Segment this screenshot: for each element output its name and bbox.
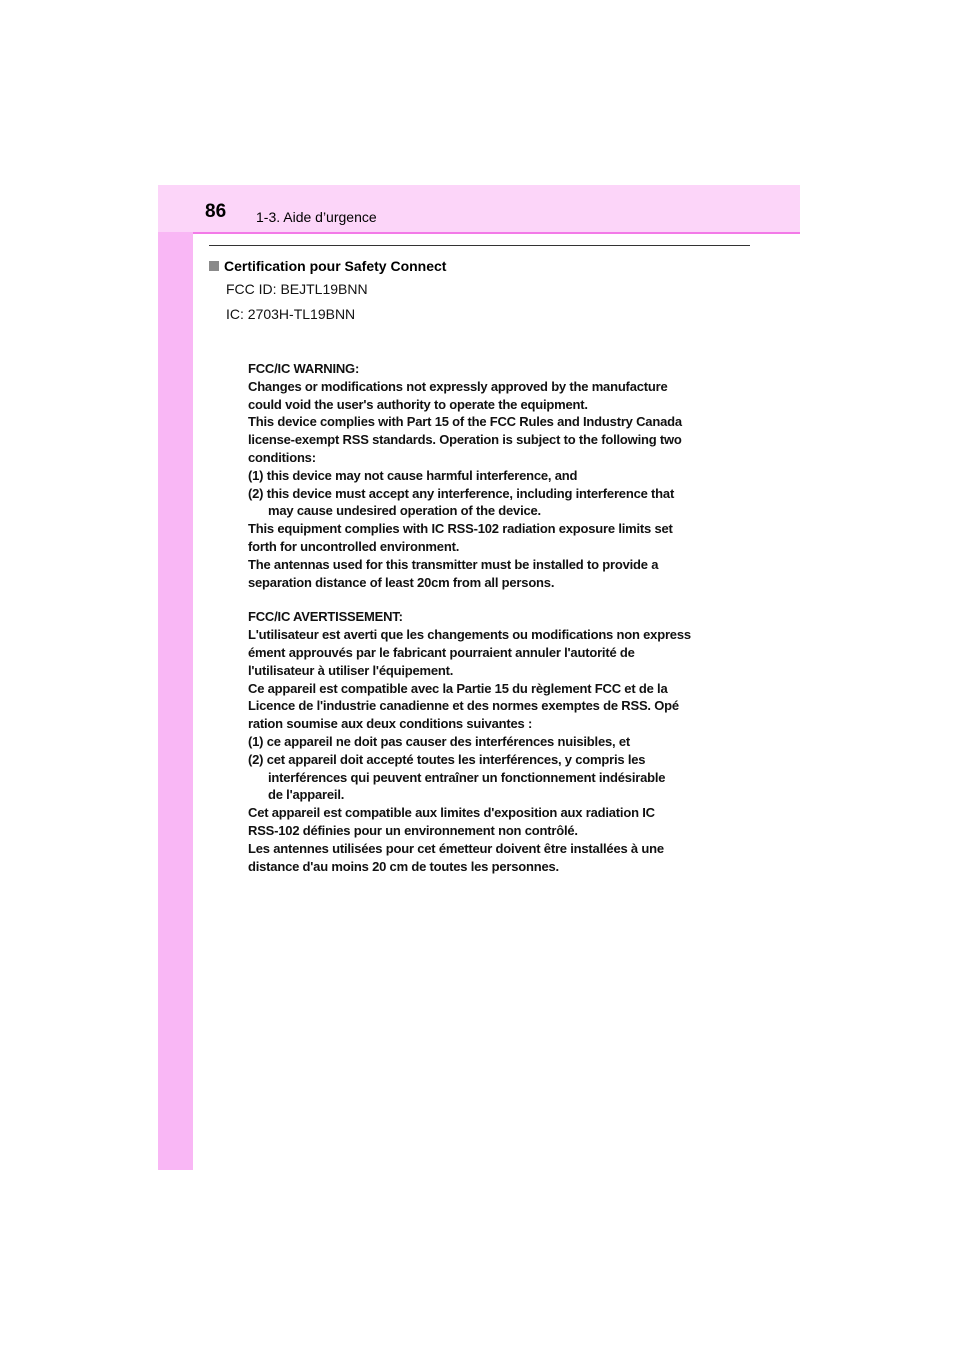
avertissement-line: l'utilisateur à utiliser l'équipement. [248,662,454,678]
avertissement-line: Ce appareil est compatible avec la Partie 15 du règlement FCC et de la [248,680,668,696]
avertissement-line: (2) cet appareil doit accepté toutes les interférences, y compris les [248,751,646,767]
header-rule [193,232,800,234]
warning-line: license-exempt RSS standards. Operation is subject to the following two [248,432,682,448]
avertissement-line: ration soumise aux deux conditions suivantes : [248,716,533,732]
avertissement-line: FCC/IC AVERTISSEMENT: [248,609,403,625]
warning-line: (2) this device must accept any interference, including interference that [248,485,675,501]
warning-line: This device complies with Part 15 of the FCC Rules and Industry Canada [248,414,682,430]
warning-line: could void the user's authority to operate the equipment. [248,396,588,412]
warning-block [248,360,748,875]
warning-line: separation distance of least 20cm from all persons. [248,574,555,590]
ic-number: IC: 2703H-TL19BNN [226,306,356,322]
warning-line: This equipment complies with IC RSS-102 radiation exposure limits set [248,521,673,537]
side-color-band [158,185,193,1170]
header-band [158,185,800,232]
avertissement-line: Les antennes utilisées pour cet émetteur doivent être installées à une [248,840,664,856]
avertissement-line: ément approuvés par le fabricant pourraient annuler l'autorité de [248,644,635,660]
section-title: 1-3. Aide d’urgence [256,209,377,225]
square-bullet-icon [209,261,219,271]
avertissement-line: (1) ce appareil ne doit pas causer des interférences nuisibles, et [248,733,631,749]
certification-heading [209,258,446,274]
warning-line: Changes or modifications not expressly approved by the manufacture [248,378,668,394]
warning-line: FCC/IC WARNING: [248,361,360,376]
page-number: 86 [205,201,227,222]
warning-line: may cause undesired operation of the device. [268,503,541,519]
warning-line: (1) this device may not cause harmful interference, and [248,467,578,483]
paragraph-gap [248,591,748,608]
avertissement-line: de l'appareil. [268,787,345,803]
warning-line: The antennas used for this transmitter must be installed to provide a [248,556,659,572]
avertissement-line: distance d'au moins 20 cm de toutes les personnes. [248,858,559,874]
avertissement-line: L'utilisateur est averti que les changements ou modifications non express [248,627,691,643]
fcc-id: FCC ID: BEJTL19BNN [226,281,368,297]
content-divider [209,245,750,246]
avertissement-line: Licence de l'industrie canadienne et des normes exemptes de RSS. Opé [248,698,679,714]
avertissement-line: Cet appareil est compatible aux limites d'exposition aux radiation IC [248,805,655,821]
avertissement-line: interférences qui peuvent entraîner un fonctionnement indésirable [268,769,666,785]
avertissement-line: RSS-102 définies pour un environnement non contrôlé. [248,822,578,838]
heading-text: Certification pour Safety Connect [224,258,447,274]
warning-line: forth for uncontrolled environment. [248,538,460,554]
warning-line: conditions: [248,449,316,465]
